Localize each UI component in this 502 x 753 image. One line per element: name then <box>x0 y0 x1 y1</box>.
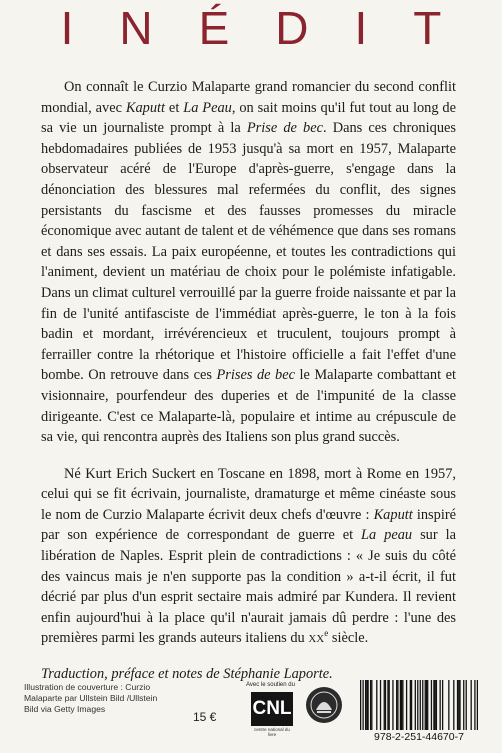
barcode-bar <box>362 680 363 730</box>
barcode-bar <box>385 680 386 730</box>
cnl-logo: CNL <box>251 692 293 726</box>
barcode-bar <box>360 680 361 730</box>
blurb-paragraph-2-run: inspiré par son expérience de correspondant de guerre et <box>41 506 457 544</box>
blurb-paragraph-2-run: XX <box>308 633 325 646</box>
blurb-paragraph-2 <box>41 464 456 650</box>
price: 15 € <box>193 710 217 724</box>
barcode-bar <box>371 680 372 730</box>
barcode <box>360 680 478 730</box>
barcode-bar <box>415 680 416 730</box>
barcode-bar <box>376 680 377 730</box>
blurb-paragraph-2-run: La peau <box>361 527 413 544</box>
blurb-paragraph-2-run: e <box>324 628 329 639</box>
blurb-paragraph-1-run: , on sait moins qu'il fut tout au long de sa vie un journaliste prompt à la <box>41 99 456 137</box>
barcode-bar <box>442 680 443 730</box>
barcode-bar <box>384 680 385 730</box>
barcode-bar <box>427 680 428 730</box>
barcode-bar <box>396 680 397 730</box>
barcode-bar <box>387 680 388 730</box>
barcode-bar <box>425 680 426 730</box>
barcode-bar <box>453 680 454 730</box>
publisher-seal-icon <box>305 686 343 724</box>
blurb-paragraph-2-run: Kaputt <box>373 506 413 523</box>
footer <box>0 676 502 753</box>
barcode-bar <box>426 680 427 730</box>
barcode-bar <box>439 680 440 730</box>
blurb-paragraph-1 <box>41 77 456 448</box>
barcode-bar <box>400 680 401 730</box>
barcode-bar <box>422 680 423 730</box>
barcode-bar <box>366 680 367 730</box>
barcode-bar <box>406 680 407 730</box>
barcode-bar <box>420 680 421 730</box>
blurb-paragraph-1-run: le Malaparte combattant et visionnaire, pourfendeur des duperies et de l'impunité de la classe dirigeante. C'est ce Malaparte-là, populaire et intime au crépuscule de sa vie, qui rencontra auprès des Italiens son plus grand succès. <box>41 367 456 446</box>
barcode-bar <box>370 680 371 730</box>
barcode-bar <box>411 680 412 730</box>
cnl-subtitle: centre national du livre <box>254 727 290 737</box>
blurb-paragraph-1-run: La Peau <box>183 99 232 116</box>
barcode-bar <box>431 680 432 730</box>
barcode-bar <box>417 680 418 730</box>
barcode-bar <box>435 680 436 730</box>
blurb-paragraph-2-run: Né Kurt Erich Suckert en Toscane en 1898, mort à Rome en 1957, celui qui se fit écrivain, journaliste, dramaturge et même cinéaste sous le nom de Curzio Malaparte écrivit deux chefs d'œuvre : <box>41 465 456 523</box>
barcode-bar <box>367 680 368 730</box>
blurb-paragraph-2-run: siècle. <box>328 630 369 647</box>
barcode-bar <box>402 680 403 730</box>
blurb-paragraph-1-run: On connaît le Curzio Malaparte grand romancier du second conflit mondial, avec <box>41 79 456 116</box>
blurb-paragraph-1-run: Prise de bec <box>246 120 323 137</box>
barcode-bar <box>410 680 411 730</box>
barcode-bar <box>458 680 459 730</box>
blurb-paragraph-1-run: Prises de bec <box>216 367 295 384</box>
barcode-bar <box>457 680 458 730</box>
barcode-bar <box>397 680 398 730</box>
barcode-bar <box>392 680 393 730</box>
barcode-bar <box>466 680 467 730</box>
support-label: Avec le soutien du <box>246 682 295 688</box>
blurb-paragraph-1-run: Kaputt <box>125 99 166 116</box>
blurb-paragraph-1-run: . Dans ces chroniques hebdomadaires publiées de 1953 jusqu'à sa mort en 1957, Malaparte observateur acéré de l'Europe d'après-guerre, s'engage dans la dénonciation des blessures mal refermées du conflit, des signes persistants du fascisme et des fausses promesses du miracle économique avec autant de talent et de véhémence que dans ses romans et dans ses essais. La paix européenne, et toutes les contradictions qui l'animent, devient un matériau de choix pour le polémiste infatigable. Dans un climat culturel verrouillé par la guerre froide naissante et par la fin de l'unité antifasciste de l'immédiat après-guerre, le ton à la fois badin et mordant, irrévérencieux et truculent, toujours prompt à ferrailler contre la rhétorique et l'histoire officielle a fait l'effet d'une bombe. On retrouve dans ces <box>41 120 457 384</box>
barcode-bar <box>474 680 475 730</box>
barcode-bar <box>436 680 437 730</box>
barcode-bar <box>448 680 449 730</box>
barcode-bar <box>365 680 366 730</box>
barcode-bar <box>433 680 434 730</box>
barcode-bar <box>463 680 464 730</box>
blurb <box>41 77 456 685</box>
translation-credits: Traduction, préface et notes de Stéphanie Laporte. <box>41 666 333 683</box>
barcode-bar <box>477 680 478 730</box>
barcode-bar <box>401 680 402 730</box>
barcode-bar <box>380 680 381 730</box>
blurb-paragraph-1-run: et <box>165 99 184 116</box>
barcode-bar <box>471 680 472 730</box>
blurb-paragraph-2-run: sur la libération de Naples. Esprit plein de contradictions : « Je suis du côté des vaincus mais je n'en supporte pas la condition » a-t-il écrit, il fut décrié par plus d'un esprit sectaire mais admiré par Kundera. Il revient enfin aujourd'hui à la place qu'il n'aurait jamais dû perdre : l'une des premières parmi les grands auteurs italiens du <box>41 527 456 647</box>
barcode-bar <box>459 680 460 730</box>
barcode-bar <box>389 680 390 730</box>
isbn: 978-2-251-44670-7 <box>374 731 464 743</box>
series-title: INÉDIT <box>60 2 488 54</box>
cover-illustration-credit: Illustration de couverture : Curzio Malaparte par Ullstein Bild /Ullstein Bild via Getty Images <box>24 682 158 715</box>
